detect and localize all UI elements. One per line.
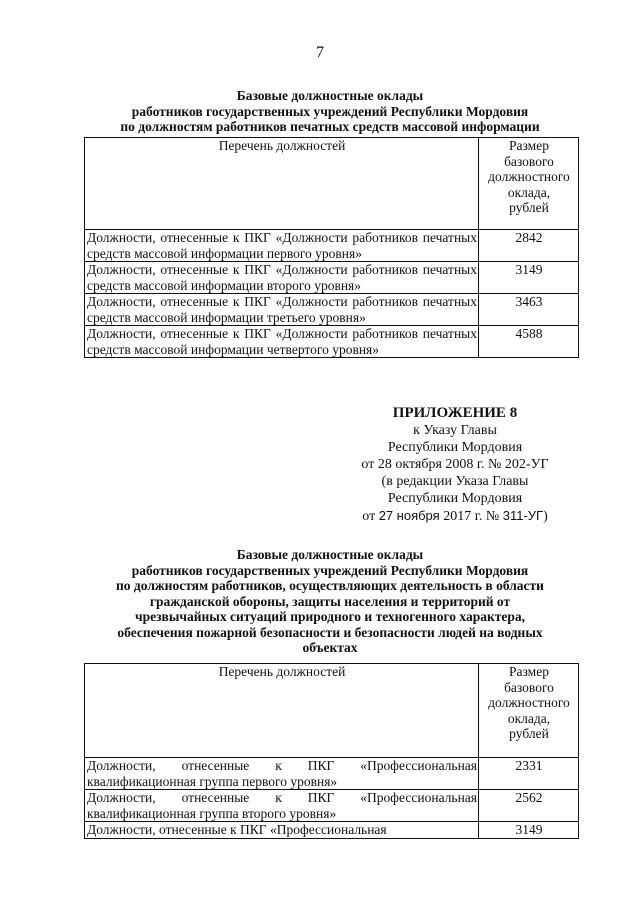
position-name: Должности, отнесенные к ПКГ «Профессиональная квалификационная группа второго уровня» xyxy=(85,790,479,822)
section2-title-line: по должностям работников, осуществляющих деятельность в области xyxy=(116,578,544,593)
table-row xyxy=(85,758,579,790)
position-name: Должности, отнесенные к ПКГ «Должности работников печатных средств массовой информации четвертого уровня» xyxy=(85,326,479,358)
section2-title-line: объектах xyxy=(302,640,358,655)
header-positions: Перечень должностей xyxy=(85,664,479,758)
position-name: Должности, отнесенные к ПКГ «Должности работников печатных средств массовой информации третьего уровня» xyxy=(85,294,479,326)
position-name: Должности, отнесенные к ПКГ «Должности работников печатных средств массовой информации первого уровня» xyxy=(85,230,479,262)
table-row xyxy=(85,326,579,358)
header-salary-line: оклада, xyxy=(507,710,551,726)
table-row xyxy=(85,230,579,262)
appendix-line: (в редакции Указа Главы xyxy=(381,474,529,489)
section1-title-line: Базовые должностные оклады xyxy=(236,88,424,103)
table-header-row xyxy=(85,138,579,230)
section1-title-line: работников государственных учреждений Республики Мордовия xyxy=(131,103,529,119)
header-salary-line: Размер xyxy=(509,664,549,679)
appendix-amendment-date xyxy=(330,507,580,525)
header-salary-line: базового xyxy=(504,153,554,169)
section2-title-line: работников государственных учреждений Республики Мордовия xyxy=(131,562,529,578)
header-salary xyxy=(479,664,579,758)
appendix-line: к Указу Главы xyxy=(413,423,497,438)
appendix-line: Республики Мордовия xyxy=(387,440,523,455)
header-positions: Перечень должностей xyxy=(85,138,479,230)
header-salary-line: должностного xyxy=(488,695,570,710)
section2-title-line: чрезвычайных ситуаций природного и техногенного характера, xyxy=(135,609,525,624)
table-row xyxy=(85,822,579,839)
date-prefix: от xyxy=(362,509,376,524)
salary-value: 3149 xyxy=(479,262,579,294)
header-salary-line: рублей xyxy=(509,726,549,741)
salary-value: 2331 xyxy=(479,758,579,790)
appendix-block xyxy=(330,405,580,525)
section1-table xyxy=(84,137,579,358)
salary-value: 2562 xyxy=(479,790,579,822)
position-name: Должности, отнесенные к ПКГ «Должности работников печатных средств массовой информации второго уровня» xyxy=(85,262,479,294)
section2-table xyxy=(84,663,579,839)
salary-value: 4588 xyxy=(479,326,579,358)
header-salary xyxy=(479,138,579,230)
date-year: 2017 г. № xyxy=(443,509,500,524)
position-name: Должности, отнесенные к ПКГ «Профессиональная квалификационная группа первого уровня» xyxy=(85,758,479,790)
date-month: ноября xyxy=(396,508,440,523)
table-row xyxy=(85,790,579,822)
salary-value: 3463 xyxy=(479,294,579,326)
closing-paren: ) xyxy=(543,509,548,524)
header-salary-line: базового xyxy=(504,679,554,695)
appendix-heading: ПРИЛОЖЕНИЕ 8 xyxy=(392,405,518,421)
section2-title-line: гражданской обороны, защиты населения и территорий от xyxy=(149,593,511,609)
section1-title xyxy=(80,88,580,135)
section2-title xyxy=(80,547,580,656)
salary-value: 2842 xyxy=(479,230,579,262)
table-row xyxy=(85,294,579,326)
appendix-line: от 28 октября 2008 г. № 202-УГ xyxy=(361,457,549,472)
page-number: 7 xyxy=(316,44,324,61)
header-salary-line: Размер xyxy=(509,138,549,153)
header-salary-line: рублей xyxy=(509,200,549,215)
section2-title-line: обеспечения пожарной безопасности и безопасности людей на водных xyxy=(117,624,543,640)
header-salary-line: оклада, xyxy=(507,184,551,200)
section1-title-line: по должностям работников печатных средств массовой информации xyxy=(120,119,540,134)
salary-value: 3149 xyxy=(479,822,579,839)
table-header-row xyxy=(85,664,579,758)
date-day: 27 xyxy=(378,508,394,523)
table-row xyxy=(85,262,579,294)
decree-number: 311-УГ xyxy=(502,508,544,523)
section2-title-line: Базовые должностные оклады xyxy=(236,547,424,562)
position-name: Должности, отнесенные к ПКГ «Профессиональная xyxy=(85,822,479,839)
header-salary-line: должностного xyxy=(488,169,570,184)
appendix-line: Республики Мордовия xyxy=(387,491,523,506)
